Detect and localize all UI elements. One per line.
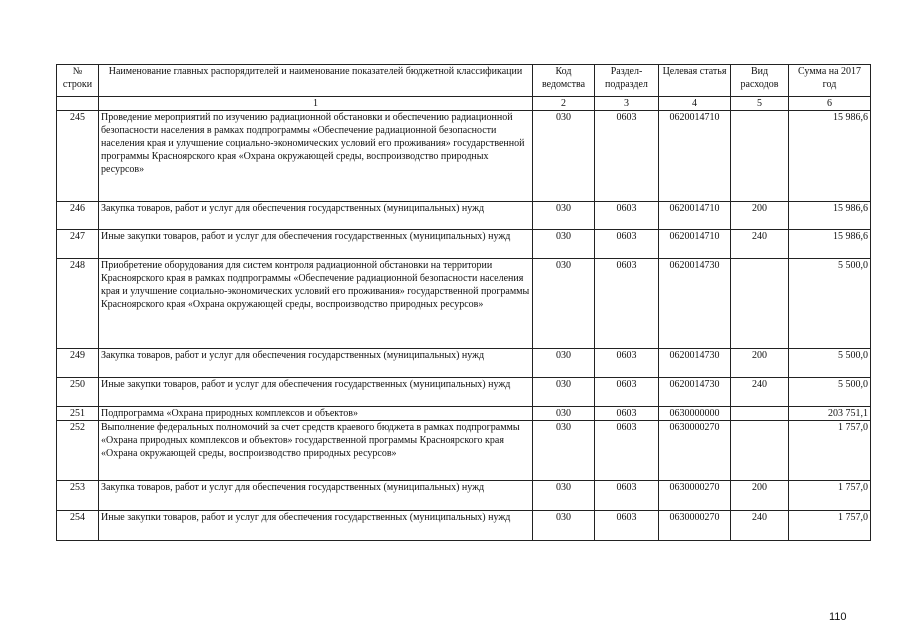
target-article: 0630000270 [659, 421, 731, 481]
expense-type: 200 [731, 202, 789, 230]
section-code: 0603 [595, 202, 659, 230]
target-article: 0630000270 [659, 511, 731, 541]
target-article: 0620014710 [659, 230, 731, 259]
section-code: 0603 [595, 349, 659, 378]
row-number: 253 [57, 481, 99, 511]
column-index: 4 [659, 97, 731, 111]
row-name: Приобретение оборудования для систем контроля радиационной обстановки на территории Красноярского края в рамках подпрограммы «Обеспечение радиационной безопасности населения края и улучшение социально-экономических условий его проживания» государственной программы Красноярского края «Охрана окружающей среды, воспроизводство природных ресурсов» [99, 259, 533, 349]
target-article: 0620014710 [659, 111, 731, 202]
sum-value: 5 500,0 [789, 378, 871, 407]
row-number: 246 [57, 202, 99, 230]
target-article: 0620014730 [659, 349, 731, 378]
department-code: 030 [533, 511, 595, 541]
section-code: 0603 [595, 230, 659, 259]
row-number: 245 [57, 111, 99, 202]
row-name: Закупка товаров, работ и услуг для обеспечения государственных (муниципальных) нужд [99, 349, 533, 378]
sum-value: 203 751,1 [789, 407, 871, 421]
column-index: 3 [595, 97, 659, 111]
department-code: 030 [533, 481, 595, 511]
column-index: 2 [533, 97, 595, 111]
table-row [57, 407, 871, 421]
sum-value: 15 986,6 [789, 111, 871, 202]
budget-table [56, 64, 871, 541]
row-number: 250 [57, 378, 99, 407]
header-expense-type: Вид расходов [731, 65, 789, 97]
header-section: Раздел-подраздел [595, 65, 659, 97]
header-department-code: Код ведомства [533, 65, 595, 97]
row-number: 247 [57, 230, 99, 259]
department-code: 030 [533, 259, 595, 349]
header-row-number: № строки [57, 65, 99, 97]
expense-type: 240 [731, 378, 789, 407]
expense-type [731, 259, 789, 349]
section-code: 0603 [595, 259, 659, 349]
row-name: Закупка товаров, работ и услуг для обеспечения государственных (муниципальных) нужд [99, 481, 533, 511]
department-code: 030 [533, 421, 595, 481]
department-code: 030 [533, 230, 595, 259]
row-number: 251 [57, 407, 99, 421]
department-code: 030 [533, 202, 595, 230]
expense-type [731, 111, 789, 202]
table-row [57, 481, 871, 511]
sum-value: 5 500,0 [789, 259, 871, 349]
expense-type [731, 421, 789, 481]
expense-type: 240 [731, 511, 789, 541]
section-code: 0603 [595, 407, 659, 421]
column-index: 6 [789, 97, 871, 111]
header-target-article: Целевая статья [659, 65, 731, 97]
expense-type: 240 [731, 230, 789, 259]
column-index: 5 [731, 97, 789, 111]
target-article: 0620014730 [659, 378, 731, 407]
header-name: Наименование главных распорядителей и наименование показателей бюджетной классификации [99, 65, 533, 97]
department-code: 030 [533, 378, 595, 407]
row-number: 248 [57, 259, 99, 349]
section-code: 0603 [595, 421, 659, 481]
table-row [57, 421, 871, 481]
column-index-blank [57, 97, 99, 111]
section-code: 0603 [595, 511, 659, 541]
sum-value: 1 757,0 [789, 511, 871, 541]
expense-type [731, 407, 789, 421]
sum-value: 5 500,0 [789, 349, 871, 378]
section-code: 0603 [595, 378, 659, 407]
row-number: 254 [57, 511, 99, 541]
sum-value: 1 757,0 [789, 481, 871, 511]
expense-type: 200 [731, 481, 789, 511]
section-code: 0603 [595, 111, 659, 202]
table-row [57, 230, 871, 259]
row-name: Иные закупки товаров, работ и услуг для обеспечения государственных (муниципальных) нужд [99, 378, 533, 407]
sum-value: 15 986,6 [789, 202, 871, 230]
expense-type: 200 [731, 349, 789, 378]
target-article: 0620014730 [659, 259, 731, 349]
page-number: 110 [829, 611, 847, 623]
row-number: 252 [57, 421, 99, 481]
row-name: Иные закупки товаров, работ и услуг для обеспечения государственных (муниципальных) нужд [99, 230, 533, 259]
row-name: Выполнение федеральных полномочий за счет средств краевого бюджета в рамках подпрограммы «Охрана природных комплексов и объектов» государственной программы Красноярского края «Охрана окружающей среды, воспроизводство природных ресурсов» [99, 421, 533, 481]
row-name: Закупка товаров, работ и услуг для обеспечения государственных (муниципальных) нужд [99, 202, 533, 230]
sum-value: 1 757,0 [789, 421, 871, 481]
target-article: 0630000270 [659, 481, 731, 511]
table-row [57, 378, 871, 407]
table-row [57, 259, 871, 349]
department-code: 030 [533, 407, 595, 421]
department-code: 030 [533, 111, 595, 202]
column-index-row [57, 97, 871, 111]
department-code: 030 [533, 349, 595, 378]
row-number: 249 [57, 349, 99, 378]
header-sum: Сумма на 2017 год [789, 65, 871, 97]
table-row [57, 349, 871, 378]
row-name: Подпрограмма «Охрана природных комплексов и объектов» [99, 407, 533, 421]
section-code: 0603 [595, 481, 659, 511]
sum-value: 15 986,6 [789, 230, 871, 259]
target-article: 0630000000 [659, 407, 731, 421]
table-row [57, 202, 871, 230]
table-row [57, 511, 871, 541]
table-row [57, 111, 871, 202]
column-index: 1 [99, 97, 533, 111]
target-article: 0620014710 [659, 202, 731, 230]
row-name: Проведение мероприятий по изучению радиационной обстановки и обеспечению радиационной безопасности населения в рамках подпрограммы «Обеспечение радиационной безопасности населения края и улучшение социально-экономических условий его проживания» государственной программы Красноярского края «Охрана окружающей среды, воспроизводство природных ресурсов» [99, 111, 533, 202]
header-row [57, 65, 871, 97]
row-name: Иные закупки товаров, работ и услуг для обеспечения государственных (муниципальных) нужд [99, 511, 533, 541]
